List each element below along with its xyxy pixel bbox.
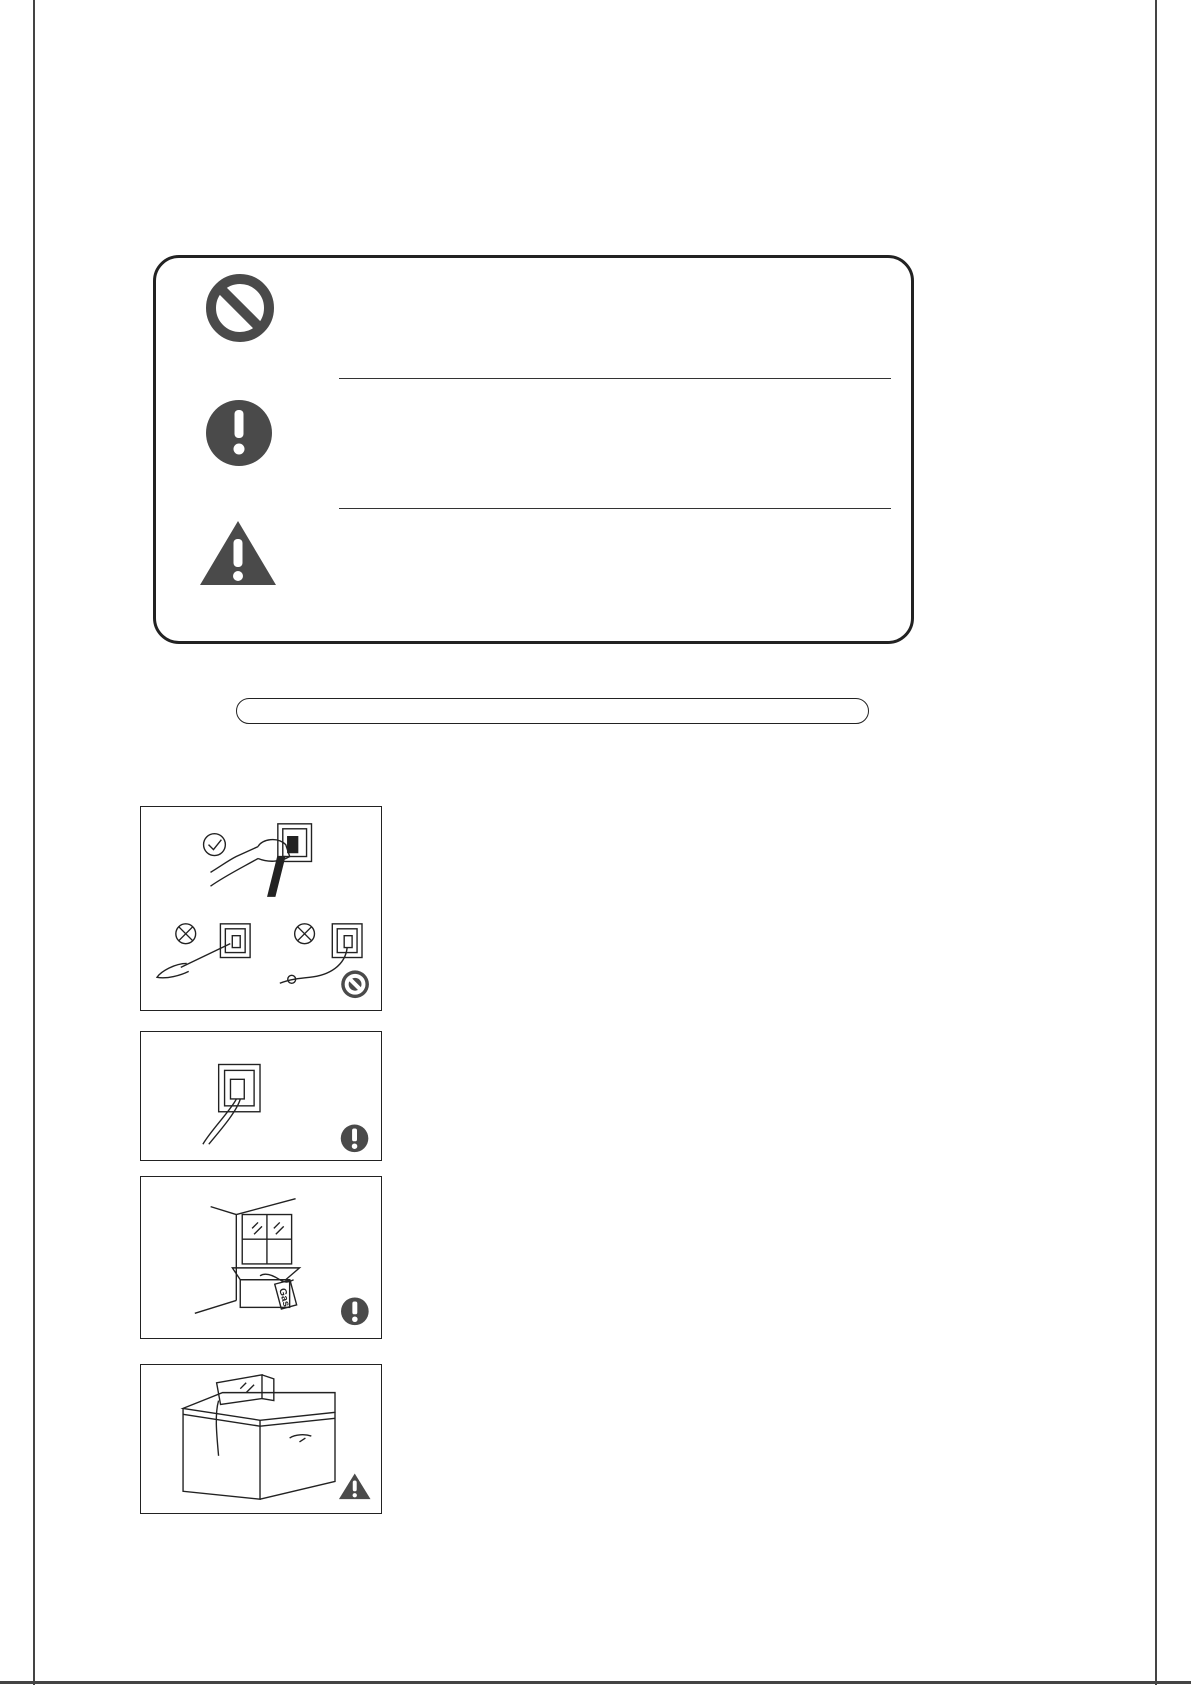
warning-triangle-icon — [200, 515, 280, 595]
wrong-cross-icon — [295, 924, 315, 944]
page-bottom-rule — [0, 1681, 1191, 1684]
section-title-bar — [236, 698, 869, 724]
mandatory-icon — [200, 396, 280, 476]
gas-label: Gas — [276, 1287, 292, 1308]
plug-removal-figure — [140, 806, 382, 1011]
legend-divider — [339, 508, 891, 509]
page-right-rule — [1155, 0, 1157, 1685]
mandatory-icon — [341, 1125, 369, 1153]
correct-check-icon — [204, 834, 226, 856]
page-left-rule — [33, 0, 35, 1685]
plug-socket-figure — [140, 1031, 382, 1161]
gas-leak-figure — [140, 1176, 382, 1339]
wrong-cross-icon — [176, 924, 196, 944]
prohibited-icon — [341, 970, 369, 998]
mandatory-icon — [341, 1298, 369, 1326]
warning-triangle-icon — [339, 1474, 371, 1500]
chest-freezer-figure — [140, 1364, 382, 1514]
prohibited-icon — [200, 272, 280, 352]
legend-divider — [339, 378, 891, 379]
